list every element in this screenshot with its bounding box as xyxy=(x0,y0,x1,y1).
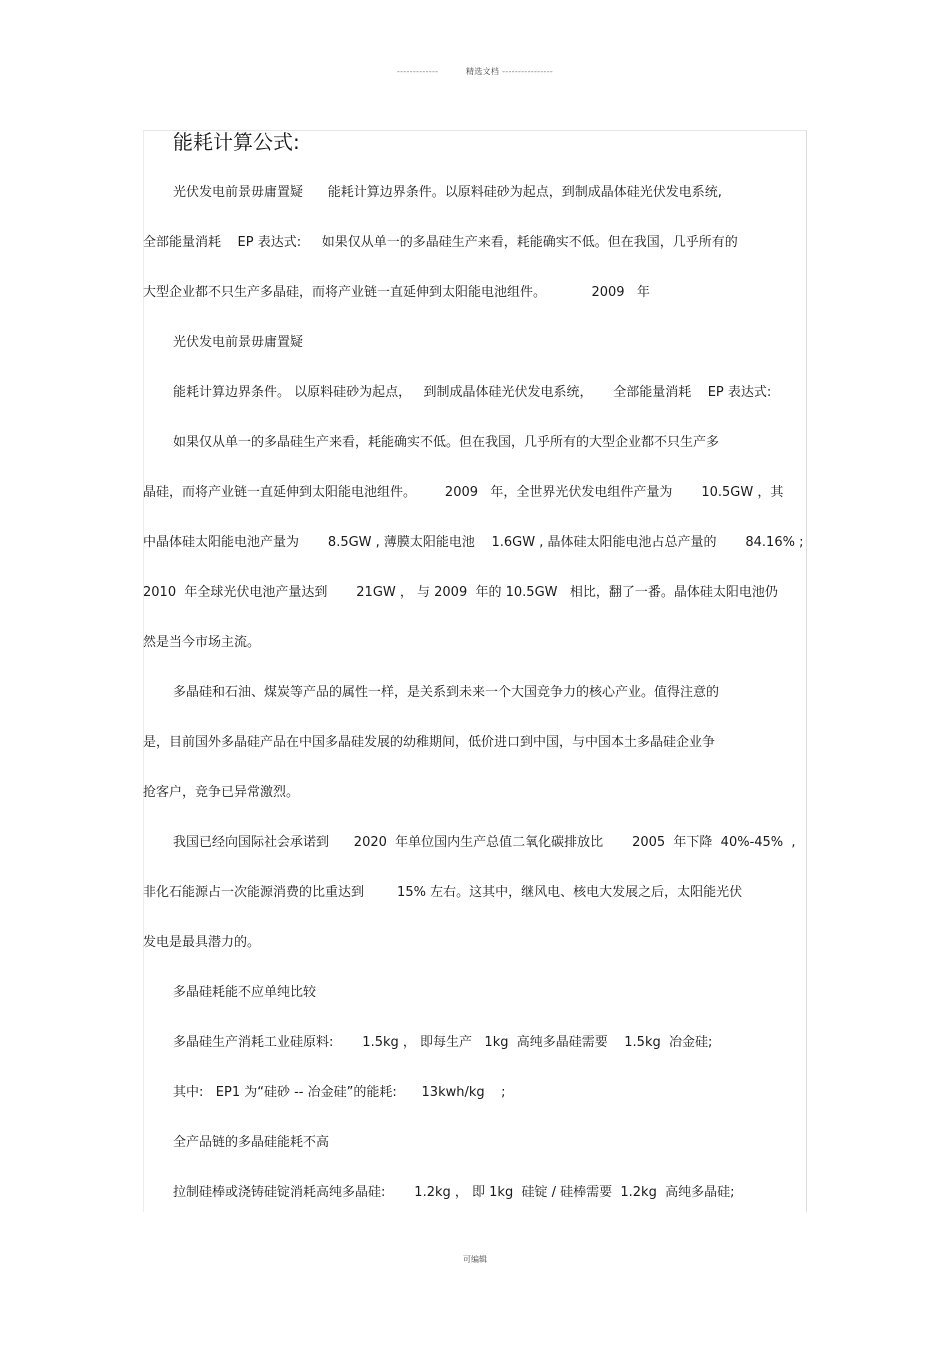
text-line: 是，目前国外多晶硅产品在中国多晶硅发展的幼稚期间，低价进口到中国，与中国本土多晶硅企业争 xyxy=(143,735,716,750)
text-line: 晶硅，而将产业链一直延伸到太阳能电池组件。 2009 年，全世界光伏发电组件产量为 10.5GW ，其 xyxy=(143,485,784,500)
text-line: 然是当今市场主流。 xyxy=(143,635,261,650)
header-label: 精选文档 xyxy=(466,67,500,76)
text-line: 我国已经向国际社会承诺到 2020 年单位国内生产总值二氧化碳排放比 2005 年下降 40%-45% , xyxy=(173,835,796,850)
text-line: 能耗计算边界条件。 以原料硅砂为起点， 到制成晶体硅光伏发电系统， 全部能量消耗 EP 表达式: xyxy=(173,385,772,400)
text-line: 全产品链的多晶硅能耗不高 xyxy=(173,1135,330,1150)
text-line: 拉制硅棒或浇铸硅锭消耗高纯多晶硅: 1.2kg ， 即 1kg 硅锭 / 硅棒需要 1.2kg 高纯多晶硅; xyxy=(173,1185,735,1200)
text-line: 大型企业都不只生产多晶硅，而将产业链一直延伸到太阳能电池组件。 2009 年 xyxy=(143,285,650,300)
page-header xyxy=(0,66,950,77)
text-line: 光伏发电前景毋庸置疑 xyxy=(173,335,304,350)
page-footer: 可编辑 xyxy=(463,1255,487,1264)
text-line: 非化石能源占一次能源消费的比重达到 15% 左右。这其中，继风电、核电大发展之后，太阳能光伏 xyxy=(143,885,743,900)
header-left-dashes: ------------- xyxy=(396,67,439,76)
text-line: 2010 年全球光伏电池产量达到 21GW ， 与 2009 年的 10.5GW 相比，翻了一番。晶体硅太阳电池仍 xyxy=(143,585,778,600)
header-right-dashes: ---------------- xyxy=(502,67,554,76)
text-line: 如果仅从单一的多晶硅生产来看，耗能确实不低。但在我国，几乎所有的大型企业都不只生产多 xyxy=(173,435,720,450)
text-line: 全部能量消耗 EP 表达式: 如果仅从单一的多晶硅生产来看，耗能确实不低。但在我国，几乎所有的 xyxy=(143,235,738,250)
text-line: 多晶硅生产消耗工业硅原料: 1.5kg ， 即每生产 1kg 高纯多晶硅需要 1.5kg 冶金硅; xyxy=(173,1035,713,1050)
text-line: 多晶硅和石油、煤炭等产品的属性一样，是关系到未来一个大国竞争力的核心产业。值得注意的 xyxy=(173,685,720,700)
text-line: 其中: EP1 为“硅砂 -- 冶金硅”的能耗: 13kwh/kg ; xyxy=(173,1085,506,1100)
text-line: 中晶体硅太阳能电池产量为 8.5GW , 薄膜太阳能电池 1.6GW , 晶体硅太阳能电池占总产量的 84.16% ; xyxy=(143,535,804,550)
document-title: 能耗计算公式: xyxy=(173,130,300,154)
text-line: 多晶硅耗能不应单纯比较 xyxy=(173,985,317,1000)
text-line: 发电是最具潜力的。 xyxy=(143,935,261,950)
text-line: 光伏发电前景毋庸置疑 能耗计算边界条件。以原料硅砂为起点，到制成晶体硅光伏发电系统, xyxy=(173,185,722,200)
text-line: 抢客户，竞争已异常激烈。 xyxy=(143,785,300,800)
